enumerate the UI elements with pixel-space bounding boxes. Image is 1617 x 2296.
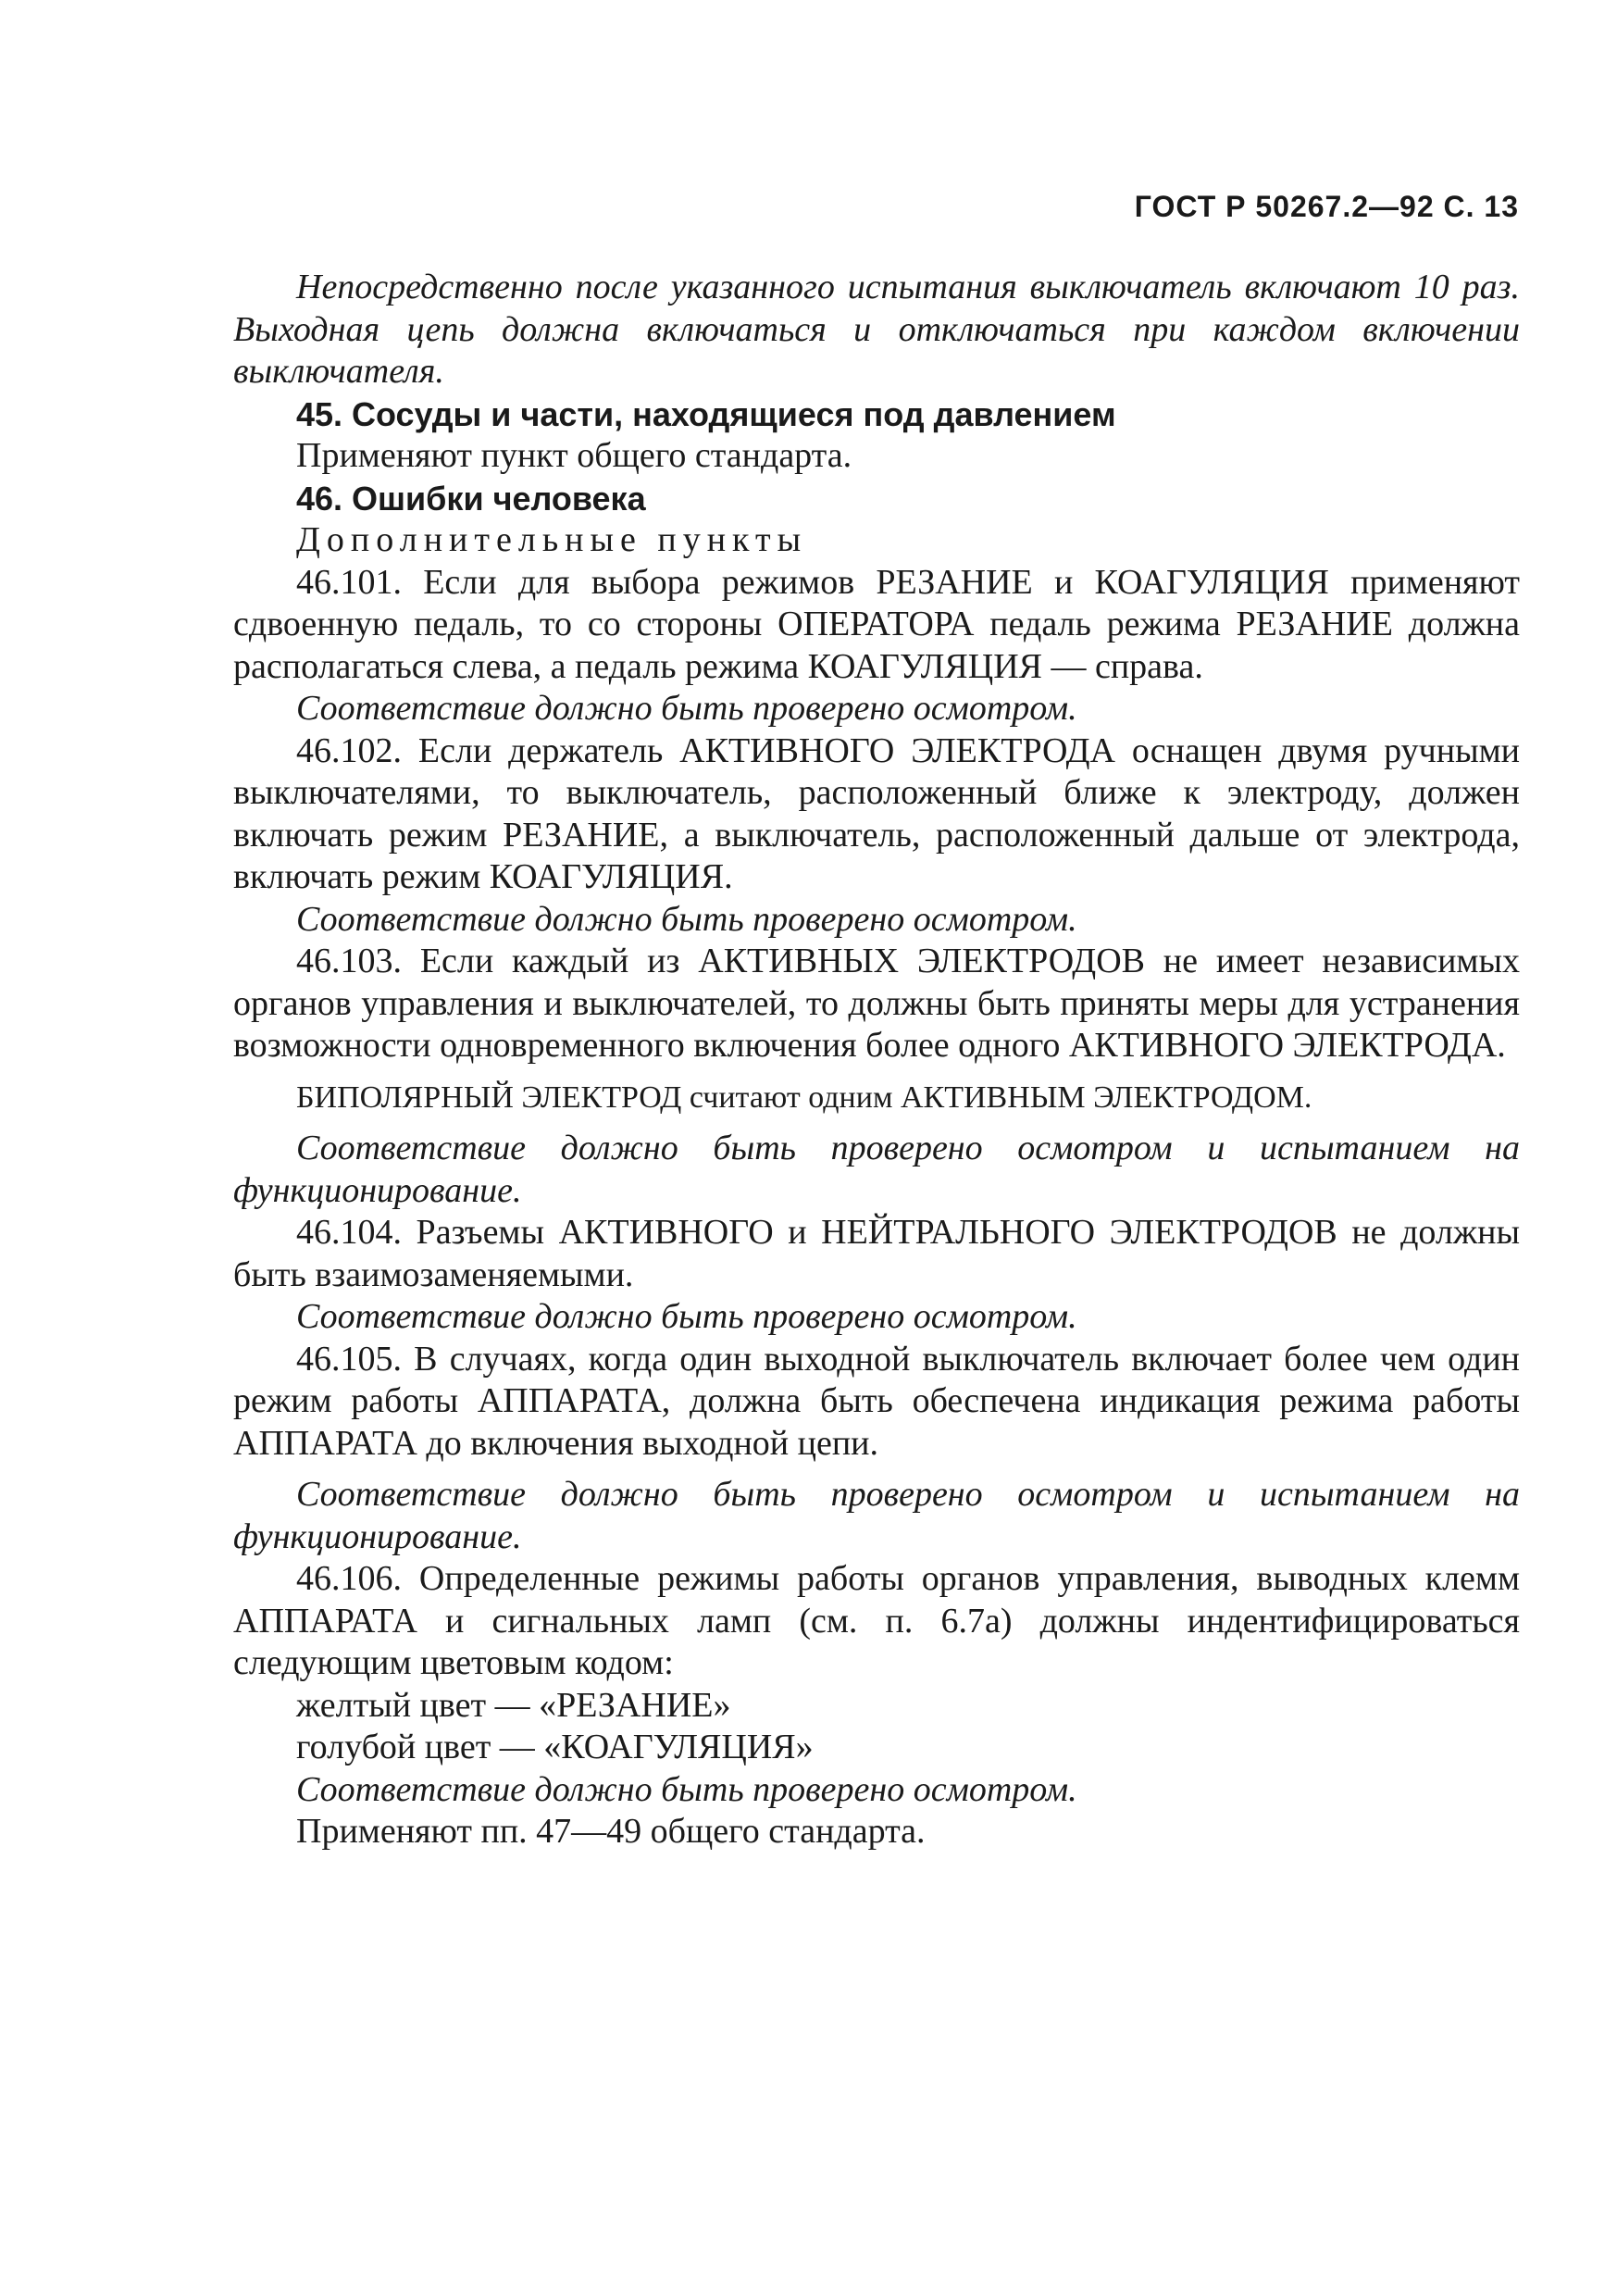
paragraph-46-106: 46.106. Определенные режимы работы органов управления, выводных клемм АППАРАТА и сигнальных ламп (см. п. 6.7а) должны индентифицироваться следующим цветовым кодом: <box>233 1559 1520 1682</box>
compliance-note: Соответствие должно быть проверено осмотром. <box>296 689 1077 728</box>
paragraph-46-101: 46.101. Если для выбора режимов РЕЗАНИЕ и КОАГУЛЯЦИЯ применяют сдвоенную педаль, то со стороны ОПЕРАТОРА педаль режима РЕЗАНИЕ должна располагаться слева, а педаль режима КОАГУЛЯЦИЯ — справа. <box>233 562 1520 686</box>
paragraph-apply-47-49: Применяют пп. 47—49 общего стандарта. <box>296 1812 926 1851</box>
paragraph-46-102: 46.102. Если держатель АКТИВНОГО ЭЛЕКТРОДА оснащен двумя ручными выключателями, то выключатель, расположенный ближе к электроду, должен включать режим РЕЗАНИЕ, а выключатель, расположенный дальше от электрода, включать режим КОАГУЛЯЦИЯ. <box>233 730 1520 896</box>
paragraph-general-standard: Применяют пункт общего стандарта. <box>296 436 852 475</box>
compliance-note: Соответствие должно быть проверено осмотром. <box>296 1769 1077 1809</box>
color-code-yellow: желтый цвет — «РЕЗАНИЕ» <box>296 1685 731 1725</box>
paragraph-46-103: 46.103. Если каждый из АКТИВНЫХ ЭЛЕКТРОДОВ не имеет независимых органов управления и выключателей, то должны быть приняты меры для устранения возможности одновременного включения более одного АКТИВНОГО ЭЛЕКТРОДА. <box>233 942 1520 1065</box>
compliance-note: Соответствие должно быть проверено осмотром. <box>296 1297 1077 1336</box>
page-header: ГОСТ Р 50267.2—92 С. 13 <box>1134 190 1519 223</box>
section-heading-46: 46. Ошибки человека <box>296 479 646 518</box>
paragraph-bipolar-electrode: БИПОЛЯРНЫЙ ЭЛЕКТРОД считают одним АКТИВНЫМ ЭЛЕКТРОДОМ. <box>296 1079 1312 1115</box>
paragraph-46-105: 46.105. В случаях, когда один выходной выключатель включает более чем один режим работы АППАРАТА, должна быть обеспечена индикация режима работы АППАРАТА до включения выходной цепи. <box>233 1339 1520 1463</box>
compliance-note: Соответствие должно быть проверено осмотром и испытанием на функционирование. <box>233 1129 1520 1210</box>
paragraph-46-104: 46.104. Разъемы АКТИВНОГО и НЕЙТРАЛЬНОГО ЭЛЕКТРОДОВ не должны быть взаимозаменяемыми. <box>233 1213 1520 1294</box>
subheading-additional-items: Дополнительные пункты <box>296 520 808 559</box>
compliance-note: Соответствие должно быть проверено осмотром и испытанием на функционирование. <box>233 1475 1520 1556</box>
document-body <box>233 267 1520 1853</box>
paragraph-switch-test-note: Непосредственно после указанного испытания выключатель включают 10 раз. Выходная цепь должна включаться и отключаться при каждом включении выключателя. <box>233 268 1520 391</box>
compliance-note: Соответствие должно быть проверено осмотром. <box>296 899 1077 939</box>
section-heading-45: 45. Сосуды и части, находящиеся под давлением <box>296 394 1116 433</box>
color-code-blue: голубой цвет — «КОАГУЛЯЦИЯ» <box>296 1728 814 1766</box>
